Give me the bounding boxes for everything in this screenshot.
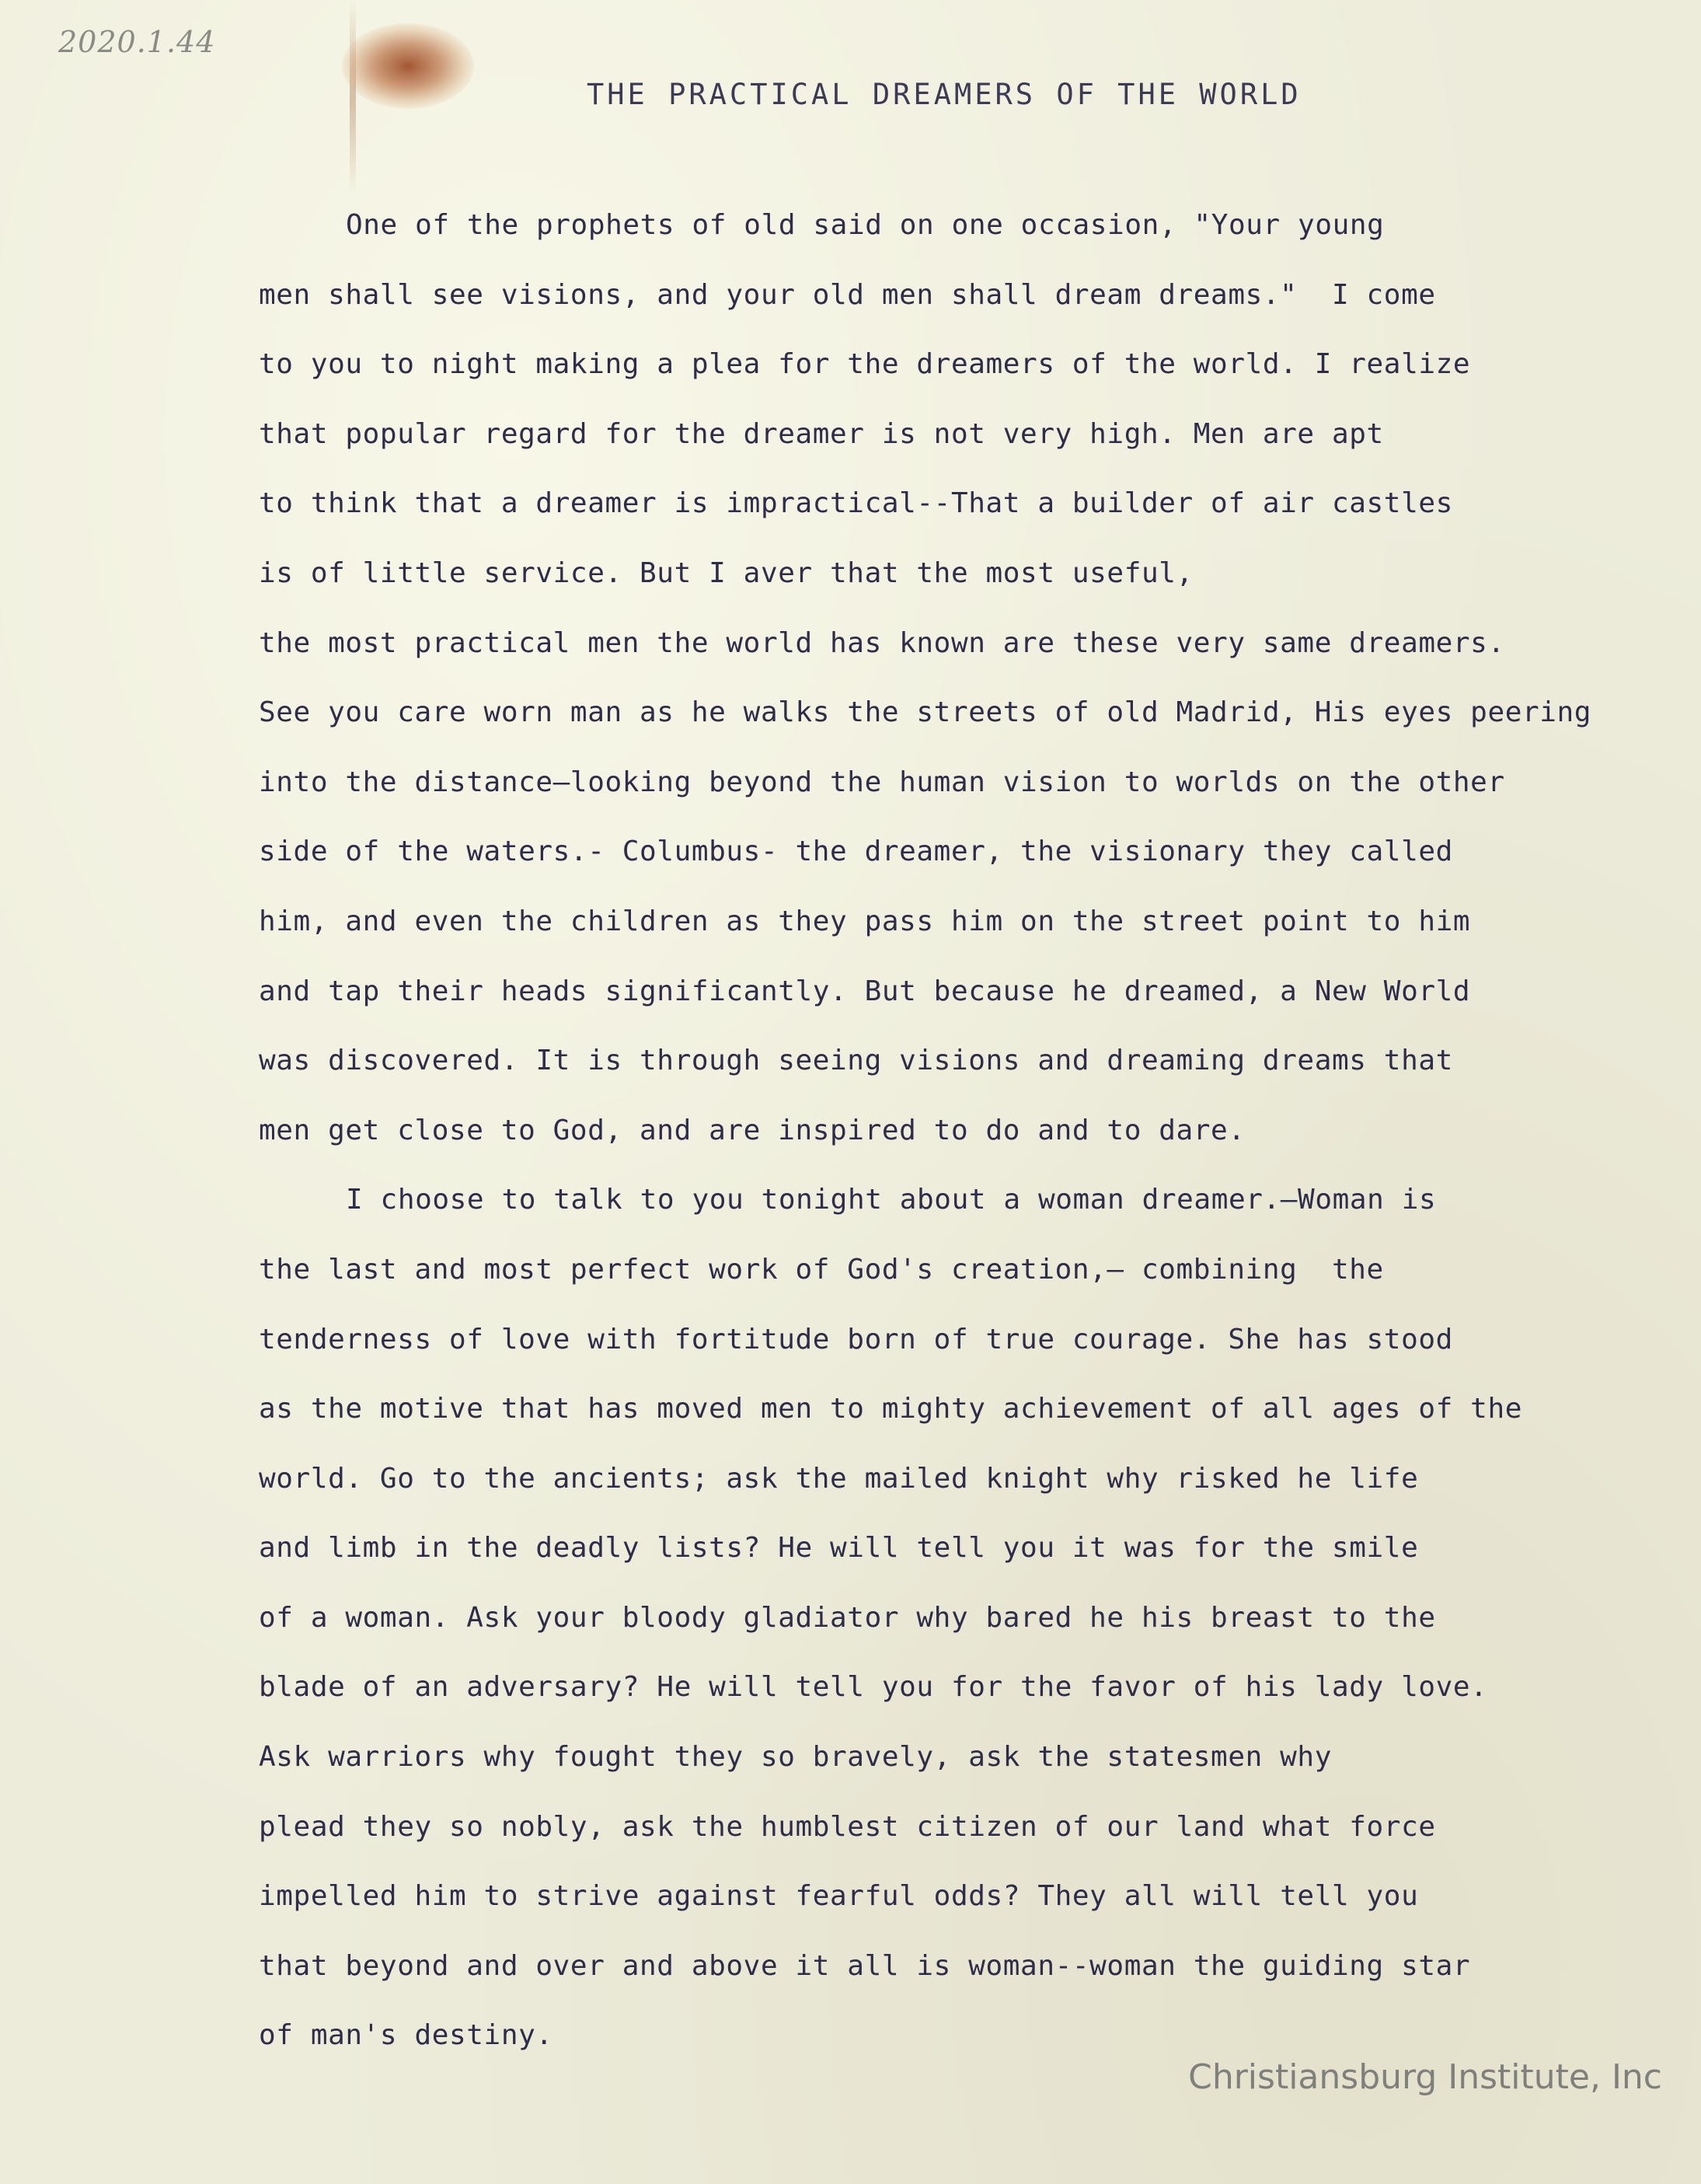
text-line: the last and most perfect work of God's creation,— combining the [259, 1253, 1384, 1286]
text-line: of a woman. Ask your bloody gladiator why bared he his breast to the [259, 1601, 1436, 1634]
text-line: was discovered. It is through seeing visions and dreaming dreams that [259, 1045, 1453, 1077]
text-line: One of the prophets of old said on one occasion, "Your young [346, 209, 1385, 241]
text-line: the most practical men the world has known are these very same dreamers. [259, 626, 1505, 659]
accession-number: 2020.1.44 [58, 25, 216, 59]
text-line: and tap their heads significantly. But because he dreamed, a New World [259, 975, 1471, 1007]
text-line: I choose to talk to you tonight about a woman dreamer.—Woman is [346, 1184, 1437, 1216]
text-line: him, and even the children as they pass him on the street point to him [259, 905, 1471, 937]
text-line: and limb in the deadly lists? He will tell you it was for the smile [259, 1532, 1419, 1565]
text-line: world. Go to the ancients; ask the mailed knight why risked he life [259, 1462, 1419, 1495]
text-line: impelled him to strive against fearful odds? They all will tell you [259, 1880, 1419, 1913]
text-line: tenderness of love with fortitude born of true courage. She has stood [259, 1323, 1453, 1355]
rust-stain [342, 23, 474, 109]
text-line: blade of an adversary? He will tell you for the favor of his lady love. [259, 1671, 1488, 1704]
watermark: Christiansburg Institute, Inc [1188, 2057, 1662, 2097]
text-line: plead they so nobly, ask the humblest citizen of our land what force [259, 1810, 1436, 1843]
text-line: See you care worn man as he walks the streets of old Madrid, His eyes peering [259, 696, 1592, 729]
text-line: is of little service. But I aver that the most useful, [259, 556, 1194, 589]
text-line: men get close to God, and are inspired to do and to dare. [259, 1114, 1246, 1146]
document-title: THE PRACTICAL DREAMERS OF THE WORLD [587, 78, 1302, 111]
document-body [259, 190, 1595, 2071]
text-line: men shall see visions, and your old men shall dream dreams." I come [259, 278, 1436, 311]
text-line: to think that a dreamer is impractical--That a builder of air castles [259, 487, 1453, 520]
text-line: that popular regard for the dreamer is not very high. Men are apt [259, 417, 1384, 450]
text-line: of man's destiny. [259, 2019, 553, 2052]
text-line: into the distance—looking beyond the human vision to worlds on the other [259, 766, 1505, 798]
rust-drip [350, 0, 356, 194]
text-line: to you to night making a plea for the dreamers of the world. I realize [259, 348, 1471, 381]
text-line: as the motive that has moved men to mighty achievement of all ages of the [259, 1393, 1522, 1425]
text-line: Ask warriors why fought they so bravely, ask the statesmen why [259, 1741, 1332, 1774]
text-line: that beyond and over and above it all is woman--woman the guiding star [259, 1949, 1471, 1982]
text-line: side of the waters.- Columbus- the dreamer, the visionary they called [259, 836, 1453, 868]
